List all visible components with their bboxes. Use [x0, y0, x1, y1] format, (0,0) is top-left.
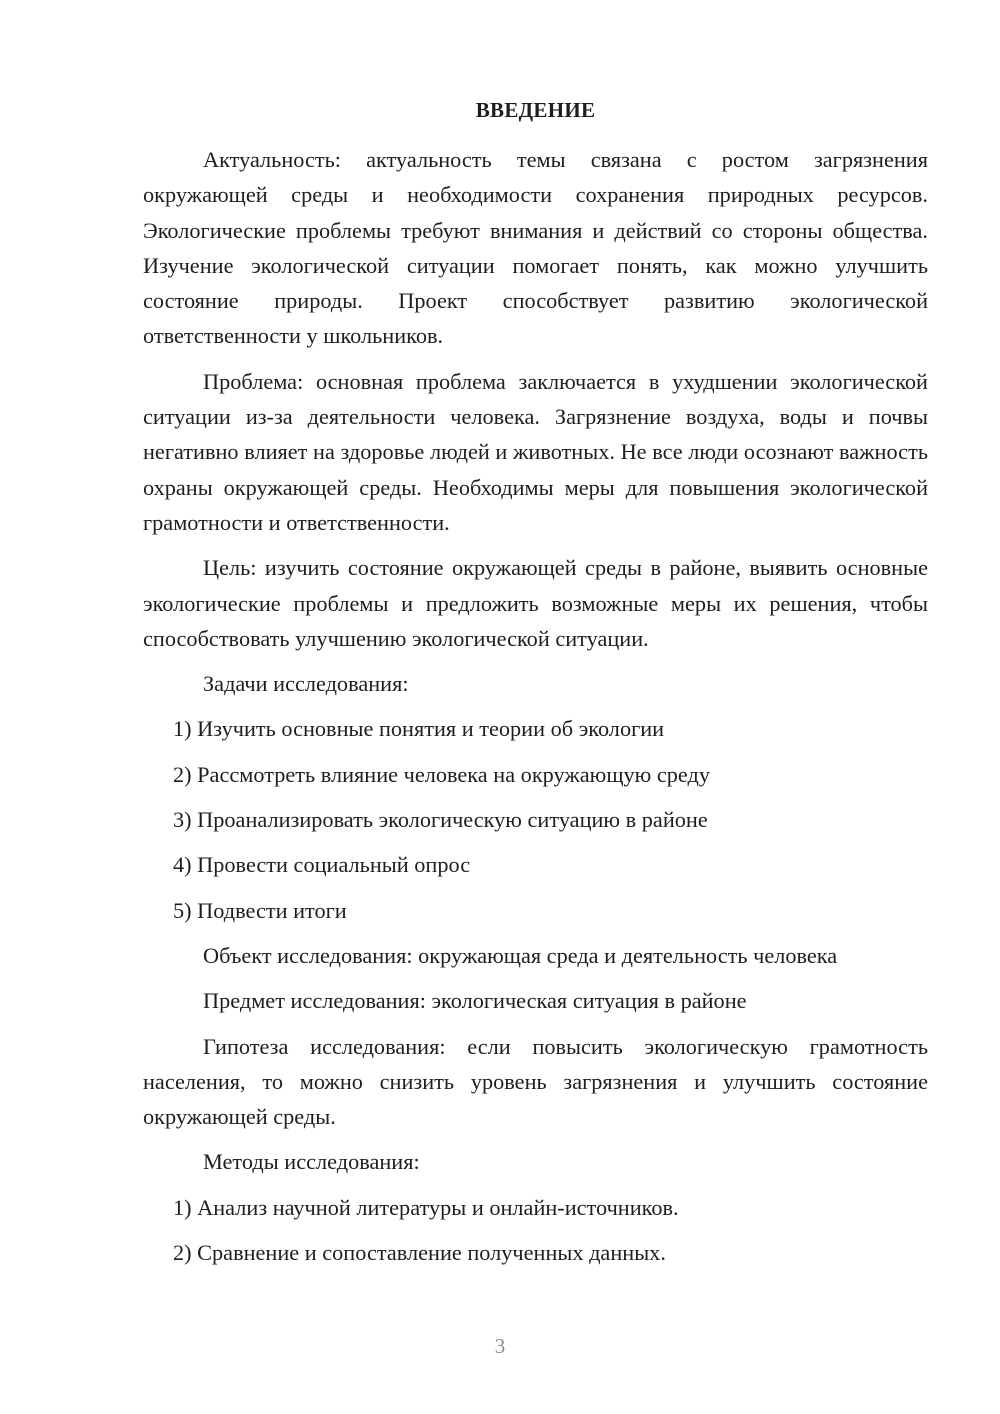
- page-number: 3: [494, 1334, 506, 1358]
- task-item: 2) Рассмотреть влияние человека на окружающую среду: [173, 761, 711, 787]
- problem-paragraph: Проблема: основная проблема заключается в ухудшении экологической ситуации из-за деятельности человека. Загрязнение воздуха, воды и почвы негативно влияет на здоровье людей и животных. Не все люди осознают важность охраны окружающей среды. Необходимы меры для повышения экологической грамотности и ответственности.: [143, 368, 928, 535]
- tasks-heading: Задачи исследования:: [203, 671, 409, 697]
- method-item: 1) Анализ научной литературы и онлайн-источников.: [173, 1194, 679, 1220]
- task-item: 3) Проанализировать экологическую ситуацию в районе: [173, 807, 708, 833]
- page-title: ВВЕДЕНИЕ: [475, 98, 596, 122]
- goal-paragraph: Цель: изучить состояние окружающей среды в районе, выявить основные экологические проблемы и предложить возможные меры их решения, чтобы способствовать улучшению экологической ситуации.: [143, 555, 928, 651]
- task-item: 5) Подвести итоги: [173, 897, 347, 923]
- relevance-paragraph: Актуальность: актуальность темы связана с ростом загрязнения окружающей среды и необходимости сохранения природных ресурсов. Экологические проблемы требуют внимания и действий со стороны общества. Изучение экологической ситуации помогает понять, как можно улучшить состояние природы. Проект способствует развитию экологической ответственности у школьников.: [143, 147, 928, 349]
- task-item: 4) Провести социальный опрос: [173, 852, 471, 878]
- hypothesis-paragraph: Гипотеза исследования: если повысить экологическую грамотность населения, то можно снизить уровень загрязнения и улучшить состояние окружающей среды.: [143, 1033, 928, 1130]
- object-line: Объект исследования: окружающая среда и деятельность человека: [203, 942, 838, 968]
- document-page: [143, 95, 928, 1280]
- methods-heading: Методы исследования:: [203, 1149, 420, 1175]
- subject-line: Предмет исследования: экологическая ситуация в районе: [203, 988, 747, 1014]
- method-item: 2) Сравнение и сопоставление полученных данных.: [173, 1240, 666, 1266]
- task-item: 1) Изучить основные понятия и теории об экологии: [173, 716, 665, 742]
